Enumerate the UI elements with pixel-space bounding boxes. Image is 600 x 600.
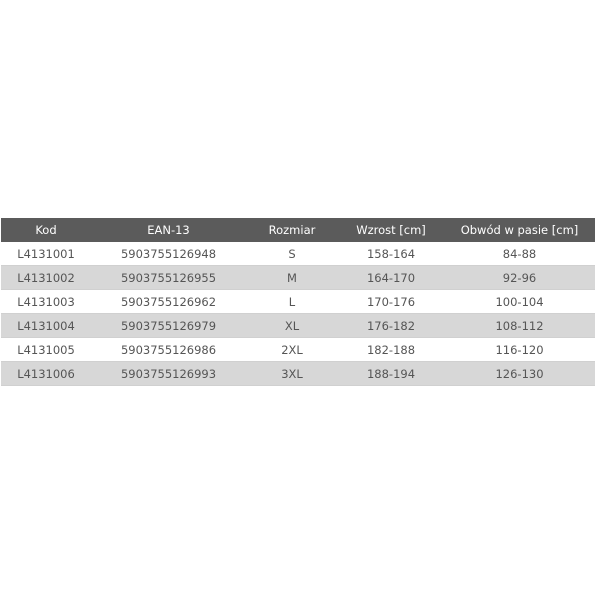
cell-ean: 5903755126962 bbox=[91, 290, 246, 314]
table-row bbox=[1, 266, 595, 290]
table-row bbox=[1, 290, 595, 314]
cell-kod: L4131003 bbox=[1, 290, 91, 314]
cell-wzrost: 182-188 bbox=[338, 338, 444, 362]
size-table bbox=[1, 218, 595, 386]
cell-wzrost: 170-176 bbox=[338, 290, 444, 314]
cell-rozmiar: S bbox=[246, 242, 338, 266]
cell-ean: 5903755126979 bbox=[91, 314, 246, 338]
cell-kod: L4131005 bbox=[1, 338, 91, 362]
cell-rozmiar: L bbox=[246, 290, 338, 314]
cell-wzrost: 164-170 bbox=[338, 266, 444, 290]
table-row bbox=[1, 362, 595, 386]
cell-obwod: 126-130 bbox=[444, 362, 595, 386]
cell-kod: L4131001 bbox=[1, 242, 91, 266]
cell-obwod: 116-120 bbox=[444, 338, 595, 362]
header-wzrost: Wzrost [cm] bbox=[338, 218, 444, 242]
cell-wzrost: 176-182 bbox=[338, 314, 444, 338]
cell-wzrost: 158-164 bbox=[338, 242, 444, 266]
cell-rozmiar: M bbox=[246, 266, 338, 290]
cell-obwod: 100-104 bbox=[444, 290, 595, 314]
table-row bbox=[1, 338, 595, 362]
cell-rozmiar: 3XL bbox=[246, 362, 338, 386]
cell-obwod: 84-88 bbox=[444, 242, 595, 266]
cell-kod: L4131002 bbox=[1, 266, 91, 290]
cell-kod: L4131004 bbox=[1, 314, 91, 338]
cell-ean: 5903755126955 bbox=[91, 266, 246, 290]
cell-wzrost: 188-194 bbox=[338, 362, 444, 386]
table-header-row bbox=[1, 218, 595, 242]
cell-obwod: 92-96 bbox=[444, 266, 595, 290]
cell-kod: L4131006 bbox=[1, 362, 91, 386]
cell-ean: 5903755126993 bbox=[91, 362, 246, 386]
table-row bbox=[1, 242, 595, 266]
cell-obwod: 108-112 bbox=[444, 314, 595, 338]
header-ean: EAN-13 bbox=[91, 218, 246, 242]
cell-rozmiar: XL bbox=[246, 314, 338, 338]
cell-ean: 5903755126948 bbox=[91, 242, 246, 266]
table-row bbox=[1, 314, 595, 338]
header-obwod: Obwód w pasie [cm] bbox=[444, 218, 595, 242]
header-rozmiar: Rozmiar bbox=[246, 218, 338, 242]
cell-rozmiar: 2XL bbox=[246, 338, 338, 362]
header-kod: Kod bbox=[1, 218, 91, 242]
cell-ean: 5903755126986 bbox=[91, 338, 246, 362]
